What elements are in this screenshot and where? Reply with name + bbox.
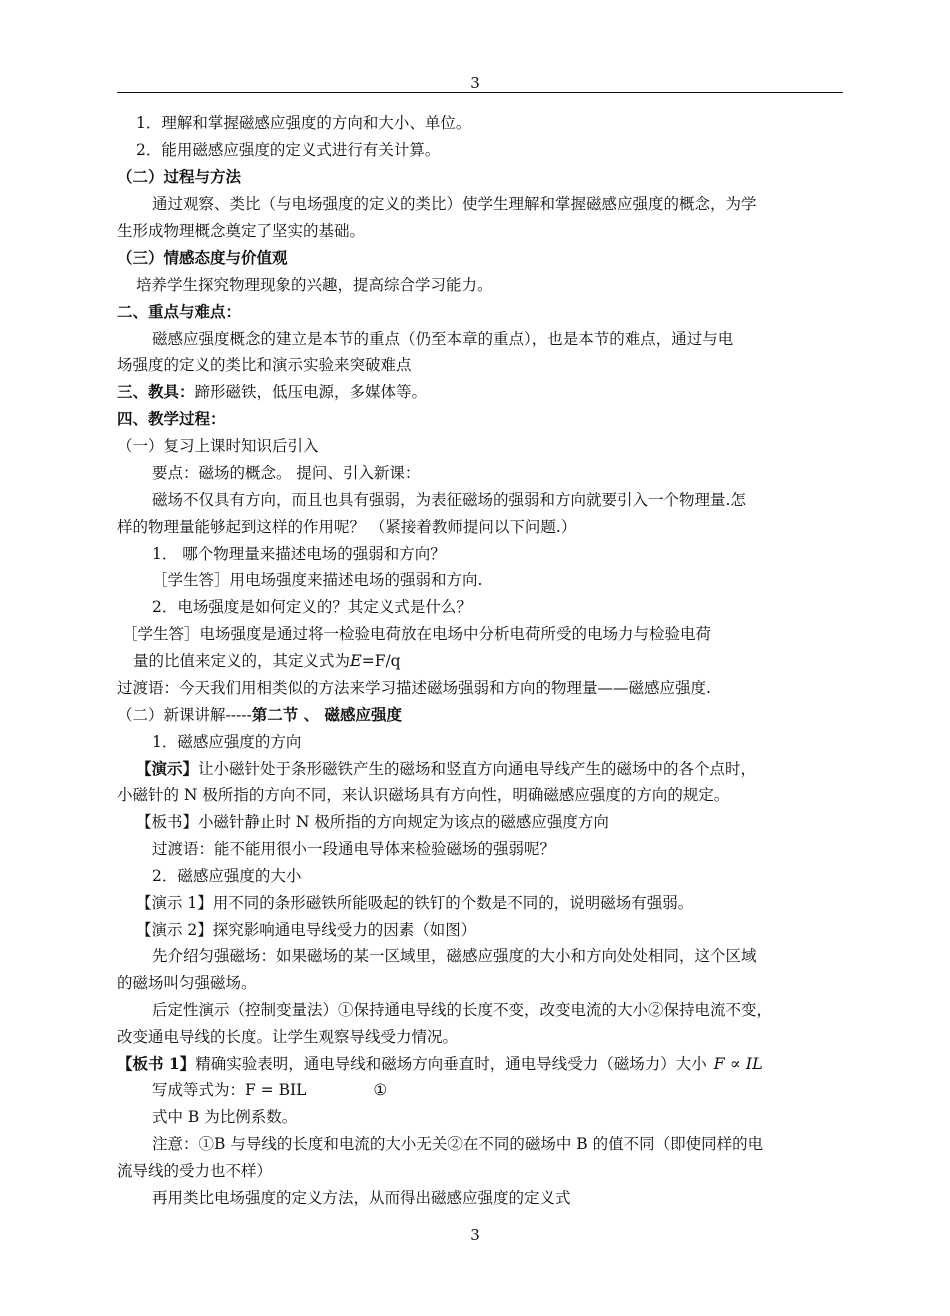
board-note: 【板书】小磁针静止时 N 极所指的方向规定为该点的磁感应强度方向 — [136, 813, 609, 831]
paragraph-line: 培养学生探究物理现象的兴趣，提高综合学习能力。 — [136, 276, 493, 294]
paragraph-line: 先介绍匀强磁场：如果磁场的某一区域里，磁感应强度的大小和方向处处相同，这个区域 — [152, 947, 757, 965]
paragraph-line: 样的物理量能够起到这样的作用呢？ （紧接着教师提问以下问题.） — [117, 518, 577, 536]
paragraph-line: 场强度的定义的类比和演示实验来突破难点 — [117, 356, 412, 374]
answer-1: ［学生答］用电场强度来描述电场的强弱和方向. — [152, 571, 483, 589]
paragraph-line: 改变通电导线的长度。让学生观察导线受力情况。 — [117, 1028, 459, 1046]
note-line: 注意：①B 与导线的长度和电流的大小无关②在不同的磁场中 B 的值不同（即使同样的电 — [152, 1135, 764, 1153]
formula-e-symbol: E — [350, 651, 362, 670]
section-emotion-values: （三）情感态度与价值观 — [117, 248, 288, 267]
header-page-number: 3 — [470, 74, 480, 92]
section-title: 第二节 、 磁感应强度 — [251, 705, 402, 724]
note-line-continued: 流导线的受力也不样） — [117, 1162, 273, 1180]
paragraph-line: 式中 B 为比例系数。 — [152, 1108, 298, 1126]
transition-line: 过渡语：能不能用很小一段通电导体来检验磁场的强弱呢？ — [152, 840, 556, 858]
board-note-1 — [117, 1054, 763, 1074]
paragraph-line: 生形成物理概念奠定了坚实的基础。 — [117, 222, 366, 240]
paragraph-line: 通过观察、类比（与电场强度的定义的类比）使学生理解和掌握磁感应强度的概念，为学 — [152, 195, 757, 213]
demo-label: 【演示】 — [136, 759, 199, 778]
topic-heading: 2．磁感应强度的大小 — [152, 867, 302, 885]
objective-line-1: 1．理解和掌握磁感应强度的方向和大小、单位。 — [136, 114, 472, 132]
topic-heading: 1．磁感应强度的方向 — [152, 733, 302, 751]
paragraph-line: 的磁场叫匀强磁场。 — [117, 974, 257, 992]
footer-page-number: 3 — [470, 1226, 480, 1244]
equation-marker: ① — [373, 1081, 388, 1099]
paragraph-line: 磁感应强度概念的建立是本节的重点（仍至本章的重点），也是本节的难点，通过与电 — [152, 330, 734, 348]
subsection-review: （一）复习上课时知识后引入 — [117, 437, 319, 455]
header-rule — [117, 92, 843, 93]
subsection-new-lesson — [117, 705, 402, 725]
answer-2: ［学生答］电场强度是通过将一检验电荷放在电场中分析电荷所受的电场力与检验电荷 — [122, 625, 712, 643]
new-lesson-prefix: （二）新课讲解----- — [117, 706, 252, 724]
board-note-1-text: 精确实验表明，通电导线和磁场方向垂直时，通电导线受力（磁场力）大小 — [195, 1055, 707, 1073]
teaching-aids-label: 三、教具： — [117, 382, 195, 401]
demo-1: 【演示 1】用不同的条形磁铁所能吸起的铁钉的个数是不同的，说明磁场有强弱。 — [136, 894, 694, 912]
equation-text: 写成等式为：F = BIL — [152, 1081, 307, 1099]
section-key-points: 二、重点与难点： — [117, 302, 242, 321]
equation-line — [152, 1080, 387, 1100]
question-1: 1． 哪个物理量来描述电场的强弱和方向？ — [152, 545, 446, 563]
transition-line: 过渡语：今天我们用相类似的方法来学习描述磁场强弱和方向的物理量——磁感应强度. — [117, 679, 711, 697]
objective-line-2: 2．能用磁感应强度的定义式进行有关计算。 — [136, 141, 441, 159]
formula-e-rest: =F/q — [361, 652, 401, 670]
paragraph-line: 后定性演示（控制变量法）①保持通电导线的长度不变，改变电流的大小②保持电流不变， — [152, 1001, 773, 1019]
teaching-aids-text: 蹄形磁铁，低压电源，多媒体等。 — [194, 383, 428, 401]
answer-2-continued — [133, 651, 401, 671]
paragraph-line: 磁场不仅具有方向，而且也具有强弱，为表征磁场的强弱和方向就要引入一个物理量.怎 — [152, 491, 746, 509]
teaching-aids-line — [117, 382, 427, 402]
paragraph-line: 要点：磁场的概念。 提问、引入新课： — [152, 464, 421, 482]
answer-2-text: 量的比值来定义的，其定义式为 — [133, 652, 351, 670]
section-teaching-process: 四、教学过程： — [117, 409, 226, 428]
demo-2: 【演示 2】探究影响通电导线受力的因素（如图） — [136, 921, 477, 939]
paragraph-line: 小磁针的 N 极所指的方向不同，来认识磁场具有方向性，明确磁感应强度的方向的规定。 — [117, 786, 730, 804]
demo-text: 让小磁针处于条形磁铁产生的磁场和竖直方向通电导线产生的磁场中的各个点时， — [198, 760, 757, 778]
paragraph-line: 再用类比电场强度的定义方法，从而得出磁感应强度的定义式 — [152, 1189, 571, 1207]
proportional-formula: F ∝ IL — [713, 1054, 763, 1073]
board-note-1-label: 【板书 1】 — [117, 1054, 196, 1073]
demo-line — [136, 759, 756, 779]
question-2: 2．电场强度是如何定义的？其定义式是什么？ — [152, 598, 472, 616]
section-process-method: （二）过程与方法 — [117, 167, 242, 186]
